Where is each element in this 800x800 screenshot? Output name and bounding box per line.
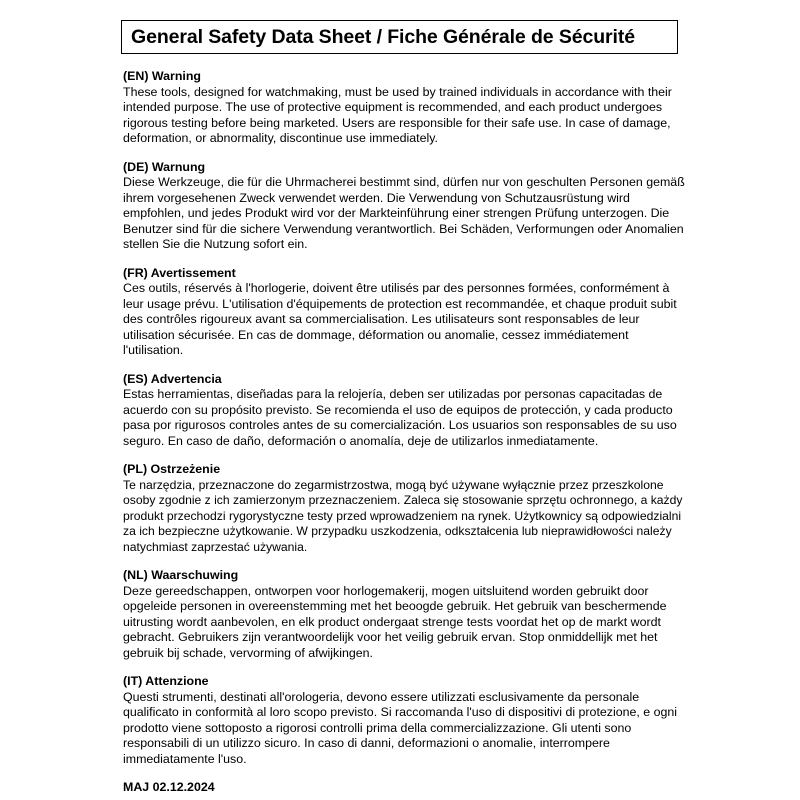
title-box xyxy=(121,20,678,54)
section-pl xyxy=(123,462,689,555)
section-heading-es: (ES) Advertencia xyxy=(123,371,222,386)
section-text-de: Diese Werkzeuge, die für die Uhrmacherei bestimmt sind, dürfen nur von geschulten Personen gemäß ihrem vorgesehenen Zweck verwendet werden. Die Verwendung von Schutzausrüstung wird empfohlen, und jedes Produkt wird vor der Markteinführung einer strengen Prüfung unterzogen. Die Benutzer sind für die sichere Verwendung verantwortlich. Bei Schäden, Verformungen oder Anomalien stellen Sie die Nutzung sofort ein. xyxy=(123,175,685,251)
section-it xyxy=(123,674,689,767)
section-en xyxy=(123,69,689,147)
section-heading-pl: (PL) Ostrzeżenie xyxy=(123,462,221,476)
section-es xyxy=(123,372,689,450)
section-heading-fr: (FR) Avertissement xyxy=(123,265,236,280)
document-body xyxy=(123,69,689,796)
section-fr xyxy=(123,266,689,359)
section-de xyxy=(123,160,689,253)
document-title: General Safety Data Sheet / Fiche Générale de Sécurité xyxy=(131,25,635,48)
section-text-nl: Deze gereedschappen, ontworpen voor horlogemakerij, mogen uitsluitend worden gebruikt door opgeleide personen in overeenstemming met het beoogde gebruik. Het gebruik van beschermende uitrusting wordt aanbevolen, en elk product ondergaat strenge tests voordat het op de markt wordt gebracht. Gebruikers zijn verantwoordelijk voor het veilig gebruik ervan. Stop onmiddellijk met het gebruik bij schade, vervorming of afwijkingen. xyxy=(123,583,667,660)
section-nl xyxy=(123,568,689,661)
section-text-es: Estas herramientas, diseñadas para la relojería, deben ser utilizadas por personas capacitadas de acuerdo con su propósito previsto. Se recomienda el uso de equipos de protección, y cada producto pasa por rigurosos controles antes de su comercialización. Los usuarios son responsables de su uso seguro. En caso de daño, deformación o anomalía, deje de utilizarlos inmediatamente. xyxy=(123,387,677,448)
section-text-it: Questi strumenti, destinati all'orologeria, devono essere utilizzati esclusivamente da personale qualificato in conformità al loro scopo previsto. Si raccomanda l'uso di dispositivi di protezione, e ogni prodotto viene sottoposto a rigorosi controlli prima della commercializzazione. Gli utenti sono responsabili di un utilizzo sicuro. In caso di danni, deformazioni o anomalie, interrompere immediatamente l'uso. xyxy=(123,689,678,766)
section-text-pl[interactable]: Te narzędzia, przeznaczone do zegarmistrzostwa, mogą być używane wyłącznie przez przeszkolone osoby zgodnie z ich zamierzonym przeznaczeniem. Zaleca się stosowanie sprzętu ochronnego, a każdy produkt przechodzi rygorystyczne testy przed wprowadzeniem na rynek. Użytkownicy są odpowiedzialni za ich bezpieczne użytkowanie. W przypadku uszkodzenia, odkształcenia lub nieprawidłowości należy natychmiast zaprzestać używania. xyxy=(123,477,683,554)
section-heading-it: (IT) Attenzione xyxy=(123,674,209,688)
section-heading-en: (EN) Warning xyxy=(123,69,202,83)
section-text-fr: Ces outils, réservés à l'horlogerie, doivent être utilisés par des personnes formées, conformément à leur usage prévu. L'utilisation d'équipements de protection est recommandée, et chaque produit subit des contrôles rigoureux avant sa commercialisation. Les utilisateurs sont responsables de leur utilisation sécurisée. En cas de dommage, déformation ou anomalie, cessez immédiatement l'utilisation. xyxy=(123,281,677,357)
section-heading-nl: (NL) Waarschuwing xyxy=(123,568,239,582)
update-date: MAJ 02.12.2024 xyxy=(123,780,215,794)
section-text-en: These tools, designed for watchmaking, must be used by trained individuals in accordance with their intended purpose. The use of protective equipment is recommended, and each product undergoes rigorous testing before being marketed. Users are responsible for their safe use. In case of damage, deformation, or abnormality, discontinue use immediately. xyxy=(123,84,672,145)
section-heading-de: (DE) Warnung xyxy=(123,159,206,174)
